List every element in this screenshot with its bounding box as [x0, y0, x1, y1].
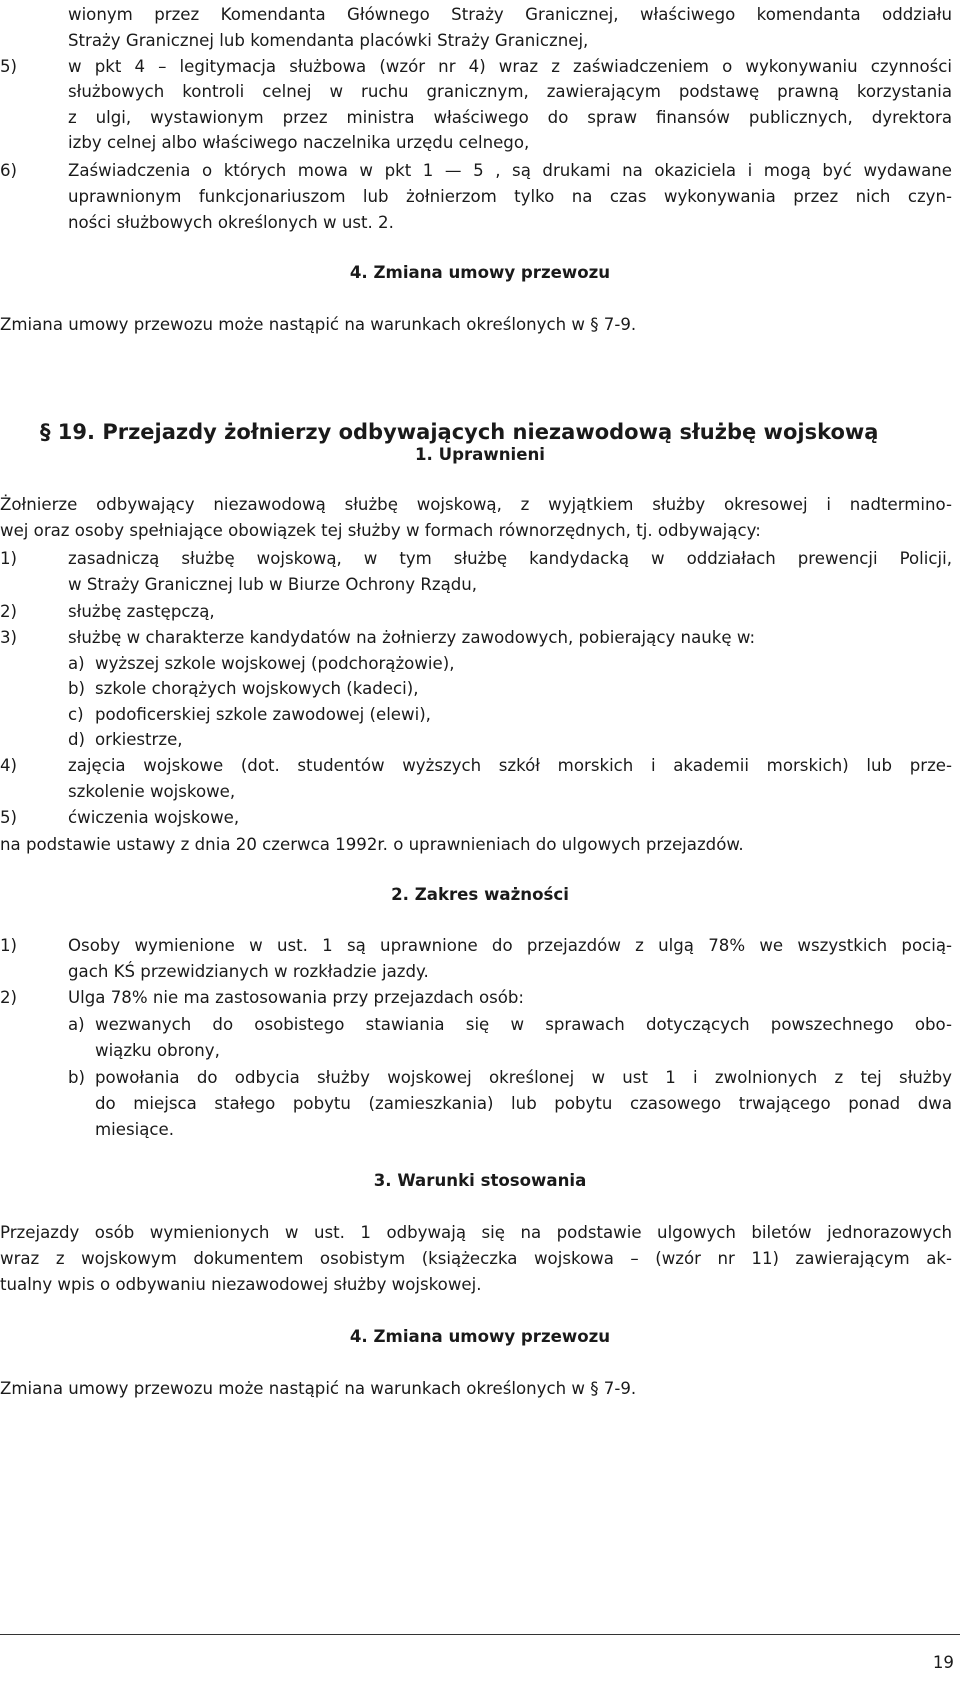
text-line: do miejsca stałego pobytu (zamieszkania) lub pobytu czasowego trwającego ponad dwa: [95, 1094, 952, 1113]
text-line: wyższej szkole wojskowej (podchorążowie),: [95, 654, 455, 673]
text-line: służbę zastępczą,: [68, 602, 215, 621]
text-line: służbowych kontroli celnej w ruchu granicznym, zawierającym podstawę prawną korzystania: [68, 82, 952, 101]
list-number: 5): [0, 808, 18, 827]
text-line: w Straży Granicznej lub w Biurze Ochrony Rządu,: [68, 575, 478, 594]
list-letter: b): [68, 1068, 86, 1087]
list-number: 3): [0, 628, 18, 647]
text-line: szkole chorążych wojskowych (kadeci),: [95, 679, 419, 698]
text-line: służbę w charakterze kandydatów na żołnierzy zawodowych, pobierający naukę w:: [68, 628, 756, 647]
section-title: § 19. Przejazdy żołnierzy odbywających niezawodową służbę wojskową: [40, 420, 879, 444]
text-line: wej oraz osoby spełniające obowiązek tej służby w formach równorzędnych, tj. odbywający:: [0, 521, 761, 540]
text-line: powołania do odbycia służby wojskowej określonej w ust 1 i zwolnionych z tej służby: [95, 1068, 952, 1087]
text-line: Zmiana umowy przewozu może nastąpić na warunkach określonych w § 7-9.: [0, 1379, 637, 1398]
text-line: orkiestrze,: [95, 730, 183, 749]
list-number: 1): [0, 549, 18, 568]
text-line: w pkt 4 – legitymacja służbowa (wzór nr 4) wraz z zaświadczeniem o wykonywaniu czynności: [68, 57, 952, 76]
list-number: 4): [0, 756, 18, 775]
subheading-change-contract: 4. Zmiana umowy przewozu: [349, 1327, 611, 1346]
text-line: Straży Granicznej lub komendanta placówki Straży Granicznej,: [68, 31, 589, 50]
text-line: wraz z wojskowym dokumentem osobistym (książeczka wojskowa – (wzór nr 11) zawierającym ak-: [0, 1249, 952, 1268]
subheading-change-contract: 4. Zmiana umowy przewozu: [349, 263, 611, 282]
text-line: wiązku obrony,: [95, 1041, 220, 1060]
list-number: 6): [0, 161, 18, 180]
text-line: wezwanych do osobistego stawiania się w sprawach dotyczących powszechnego obo-: [95, 1015, 952, 1034]
text-line: zasadniczą służbę wojskową, w tym służbę kandydacką w oddziałach prewencji Policji,: [68, 549, 952, 568]
list-number: 1): [0, 936, 18, 955]
text-line: gach KŚ przewidzianych w rozkładzie jazdy.: [68, 962, 429, 981]
text-line: podoficerskiej szkole zawodowej (elewi),: [95, 705, 431, 724]
text-line: z ulgi, wystawionym przez ministra właściwego do spraw finansów publicznych, dyrektora: [68, 108, 952, 127]
text-line: szkolenie wojskowe,: [68, 782, 236, 801]
text-line: izby celnej albo właściwego naczelnika urzędu celnego,: [68, 133, 530, 152]
text-line: ćwiczenia wojskowe,: [68, 808, 240, 827]
text-line: Zaświadczenia o których mowa w pkt 1 — 5 , są drukami na okaziciela i mogą być wydawane: [68, 161, 952, 180]
list-letter: b): [68, 679, 86, 698]
text-line: zajęcia wojskowe (dot. studentów wyższych szkół morskich i akademii morskich) lub prze-: [68, 756, 952, 775]
text-line: miesiące.: [95, 1120, 175, 1139]
subheading-entitled: 1. Uprawnieni: [415, 445, 545, 464]
text-line: Osoby wymienione w ust. 1 są uprawnione do przejazdów z ulgą 78% we wszystkich pocią-: [68, 936, 952, 955]
text-line: Zmiana umowy przewozu może nastąpić na warunkach określonych w § 7-9.: [0, 315, 637, 334]
list-letter: d): [68, 730, 86, 749]
list-letter: a): [68, 1015, 85, 1034]
text-line: wionym przez Komendanta Głównego Straży Granicznej, właściwego komendanta oddziału: [68, 5, 952, 24]
text-line: Przejazdy osób wymienionych w ust. 1 odbywają się na podstawie ulgowych biletów jednorazowych: [0, 1223, 952, 1242]
page-number: 19: [932, 1653, 954, 1672]
list-letter: a): [68, 654, 85, 673]
text-line: ności służbowych określonych w ust. 2.: [68, 213, 394, 232]
text-line: Ulga 78% nie ma zastosowania przy przejazdach osób:: [68, 988, 525, 1007]
text-line: uprawnionym funkcjonariuszom lub żołnierzom tylko na czas wykonywania przez nich czyn-: [68, 187, 952, 206]
subheading-conditions: 3. Warunki stosowania: [373, 1171, 587, 1190]
text-line: na podstawie ustawy z dnia 20 czerwca 1992r. o uprawnieniach do ulgowych przejazdów.: [0, 835, 744, 854]
footer-divider: [0, 1634, 960, 1635]
list-number: 5): [0, 57, 18, 76]
list-number: 2): [0, 602, 18, 621]
list-number: 2): [0, 988, 18, 1007]
text-line: tualny wpis o odbywaniu niezawodowej służby wojskowej.: [0, 1275, 482, 1294]
text-line: Żołnierze odbywający niezawodową służbę wojskową, z wyjątkiem służby okresowej i nadtermino-: [0, 495, 952, 514]
subheading-scope: 2. Zakres ważności: [391, 885, 569, 904]
list-letter: c): [68, 705, 84, 724]
